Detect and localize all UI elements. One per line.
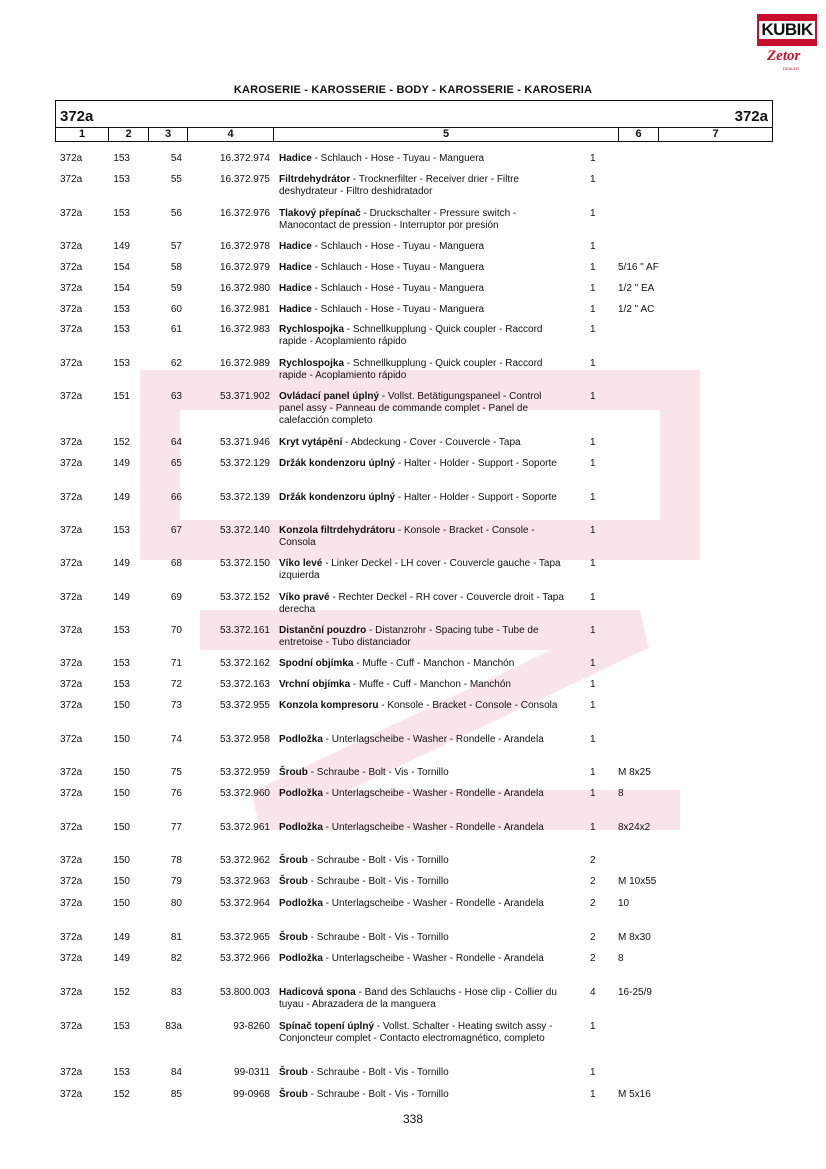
cell-section: 372a	[60, 876, 83, 887]
cell-position: 79	[170, 876, 182, 887]
part-translations: - Linker Deckel - LH cover - Couvercle gauche - Tapa izquierda	[279, 558, 561, 581]
cell-position: 68	[170, 558, 182, 569]
column-header-row	[56, 127, 772, 142]
cell-figure: 150	[113, 767, 130, 778]
cell-figure: 152	[113, 437, 130, 448]
cell-part-number: 53.372.959	[219, 767, 270, 778]
cell-description	[279, 283, 564, 295]
cell-section: 372a	[60, 898, 83, 909]
part-name-cz: Šroub	[279, 1067, 308, 1078]
cell-position: 80	[170, 898, 182, 909]
cell-position: 66	[170, 492, 182, 503]
cell-position: 61	[170, 324, 182, 335]
cell-section: 372a	[60, 679, 83, 690]
cell-quantity: 1	[590, 558, 596, 569]
cell-quantity: 1	[590, 1021, 596, 1032]
cell-description	[279, 592, 564, 616]
part-name-cz: Konzola kompresoru	[279, 700, 379, 711]
cell-description	[279, 558, 564, 582]
cell-quantity: 1	[590, 625, 596, 636]
cell-description	[279, 241, 564, 253]
cell-part-number: 16.372.980	[219, 283, 270, 294]
cell-part-number: 93-8260	[233, 1021, 270, 1032]
cell-note: 1/2 " AC	[618, 304, 655, 315]
cell-position: 82	[170, 953, 182, 964]
cell-description	[279, 679, 564, 691]
part-translations: - Muffe - Cuff - Manchon - Manchón	[353, 658, 515, 669]
cell-part-number: 53.372.962	[219, 855, 270, 866]
cell-position: 60	[170, 304, 182, 315]
cell-part-number: 53.372.965	[219, 932, 270, 943]
cell-position: 72	[170, 679, 182, 690]
part-translations: - Halter - Holder - Support - Soporte	[395, 492, 557, 503]
cell-part-number: 53.372.964	[219, 898, 270, 909]
cell-description	[279, 1067, 564, 1079]
cell-part-number: 53.371.946	[219, 437, 270, 448]
cell-position: 59	[170, 283, 182, 294]
cell-figure: 151	[113, 391, 130, 402]
cell-figure: 150	[113, 822, 130, 833]
cell-section: 372a	[60, 324, 83, 335]
cell-description	[279, 174, 564, 198]
cell-figure: 149	[113, 458, 130, 469]
part-translations: - Halter - Holder - Support - Soporte	[395, 458, 557, 469]
cell-part-number: 53.800.003	[219, 987, 270, 998]
page-title: KAROSERIE - KAROSSERIE - BODY - KAROSSERIE - KAROSERIA	[233, 84, 593, 96]
cell-description	[279, 208, 564, 232]
part-translations: - Konsole - Bracket - Console - Consola	[378, 700, 558, 711]
cell-part-number: 53.372.161	[219, 625, 270, 636]
cell-part-number: 53.372.139	[219, 492, 270, 503]
cell-description	[279, 658, 564, 670]
cell-quantity: 1	[590, 208, 596, 219]
part-name-cz: Šroub	[279, 855, 308, 866]
cell-position: 70	[170, 625, 182, 636]
cell-figure: 153	[113, 1021, 130, 1032]
part-translations: - Vollst. Schalter - Heating switch assy - Conjoncteur complet - Contacto electromagnético, completo	[279, 1021, 553, 1044]
section-number-right: 372a	[734, 108, 768, 125]
cell-part-number: 53.372.162	[219, 658, 270, 669]
cell-section: 372a	[60, 174, 83, 185]
cell-description	[279, 734, 564, 746]
part-translations: - Unterlagscheibe - Washer - Rondelle - Arandela	[322, 734, 544, 745]
cell-figure: 150	[113, 700, 130, 711]
cell-part-number: 53.372.163	[219, 679, 270, 690]
cell-quantity: 1	[590, 283, 596, 294]
cell-quantity: 2	[590, 953, 596, 964]
cell-figure: 149	[113, 492, 130, 503]
cell-position: 56	[170, 208, 182, 219]
cell-section: 372a	[60, 1021, 83, 1032]
cell-figure: 149	[113, 932, 130, 943]
cell-part-number: 16.372.989	[219, 358, 270, 369]
cell-section: 372a	[60, 987, 83, 998]
cell-part-number: 53.372.140	[219, 525, 270, 536]
cell-position: 69	[170, 592, 182, 603]
cell-section: 372a	[60, 788, 83, 799]
cell-part-number: 53.372.129	[219, 458, 270, 469]
cell-description	[279, 767, 564, 779]
cell-figure: 153	[113, 324, 130, 335]
cell-section: 372a	[60, 855, 83, 866]
cell-part-number: 53.372.955	[219, 700, 270, 711]
cell-position: 54	[170, 153, 182, 164]
cell-quantity: 1	[590, 304, 596, 315]
part-name-cz: Držák kondenzoru úplný	[279, 458, 396, 469]
cell-quantity: 4	[590, 987, 596, 998]
cell-section: 372a	[60, 700, 83, 711]
cell-figure: 152	[113, 987, 130, 998]
cell-note: M 10x55	[618, 876, 657, 887]
cell-quantity: 1	[590, 658, 596, 669]
cell-position: 58	[170, 262, 182, 273]
cell-section: 372a	[60, 625, 83, 636]
column-header-7: 7	[712, 128, 719, 140]
cell-part-number: 53.372.958	[219, 734, 270, 745]
part-name-cz: Hadice	[279, 262, 312, 273]
part-name-cz: Šroub	[279, 932, 308, 943]
cell-part-number: 53.372.961	[219, 822, 270, 833]
part-name-cz: Šroub	[279, 876, 308, 887]
cell-part-number: 99-0311	[234, 1067, 270, 1078]
section-number-left: 372a	[60, 108, 94, 125]
part-translations: - Trocknerfilter - Receiver drier - Filtre deshydrateur - Filtro deshidratador	[279, 174, 520, 197]
cell-figure: 150	[113, 788, 130, 799]
cell-position: 65	[170, 458, 182, 469]
part-name-cz: Spínač topení úplný	[279, 1021, 375, 1032]
part-translations: - Abdeckung - Cover - Couvercle - Tapa	[342, 437, 521, 448]
cell-figure: 153	[113, 208, 130, 219]
cell-part-number: 16.372.976	[219, 208, 270, 219]
kubik-zetor-logo	[757, 14, 817, 70]
part-translations: - Muffe - Cuff - Manchon - Manchón	[350, 679, 511, 690]
column-header-5: 5	[274, 128, 619, 142]
cell-quantity: 1	[590, 492, 596, 503]
cell-note: 10	[618, 898, 630, 909]
cell-description	[279, 953, 564, 965]
cell-section: 372a	[60, 283, 83, 294]
part-translations: - Schraube - Bolt - Vis - Tornillo	[307, 876, 449, 887]
cell-description	[279, 788, 564, 800]
cell-quantity: 1	[590, 458, 596, 469]
cell-section: 372a	[60, 525, 83, 536]
cell-section: 372a	[60, 358, 83, 369]
part-name-cz: Hadice	[279, 283, 312, 294]
cell-quantity: 1	[590, 734, 596, 745]
cell-description	[279, 1021, 564, 1045]
cell-quantity: 1	[590, 241, 596, 252]
part-name-cz: Šroub	[279, 767, 308, 778]
cell-quantity: 2	[590, 898, 596, 909]
cell-figure: 153	[113, 658, 130, 669]
cell-part-number: 16.372.974	[219, 153, 270, 164]
cell-figure: 150	[113, 876, 130, 887]
cell-section: 372a	[60, 734, 83, 745]
cell-section: 372a	[60, 592, 83, 603]
column-header-1: 1	[56, 128, 109, 142]
table-header	[55, 100, 773, 142]
cell-part-number: 16.372.978	[219, 241, 270, 252]
column-header-4: 4	[188, 128, 274, 142]
part-name-cz: Podložka	[279, 953, 323, 964]
cell-description	[279, 458, 564, 470]
cell-section: 372a	[60, 492, 83, 503]
cell-quantity: 1	[590, 700, 596, 711]
cell-part-number: 16.372.981	[219, 304, 270, 315]
part-name-cz: Hadicová spona	[279, 987, 356, 998]
cell-quantity: 2	[590, 876, 596, 887]
cell-description	[279, 437, 564, 449]
cell-figure: 149	[113, 241, 130, 252]
cell-description	[279, 324, 564, 348]
cell-description	[279, 700, 564, 712]
cell-position: 76	[170, 788, 182, 799]
cell-quantity: 1	[590, 358, 596, 369]
part-name-cz: Podložka	[279, 822, 323, 833]
part-translations: - Schlauch - Hose - Tuyau - Manguera	[311, 262, 485, 273]
part-translations: - Rechter Deckel - RH cover - Couvercle droit - Tapa derecha	[279, 592, 564, 615]
part-name-cz: Distanční pouzdro	[279, 625, 367, 636]
cell-description	[279, 525, 564, 549]
cell-position: 84	[170, 1067, 182, 1078]
part-name-cz: Víko levé	[279, 558, 323, 569]
part-translations: - Schnellkupplung - Quick coupler - Raccord rapide - Acoplamiento rápido	[279, 324, 543, 347]
part-translations: - Konsole - Bracket - Console - Consola	[279, 525, 535, 548]
cell-position: 77	[170, 822, 182, 833]
part-name-cz: Víko pravé	[279, 592, 330, 603]
cell-position: 62	[170, 358, 182, 369]
cell-section: 372a	[60, 437, 83, 448]
part-name-cz: Držák kondenzoru úplný	[279, 492, 396, 503]
cell-figure: 150	[113, 898, 130, 909]
column-header-2: 2	[109, 128, 149, 142]
cell-description	[279, 153, 564, 165]
cell-part-number: 16.372.983	[219, 324, 270, 335]
part-translations: - Schnellkupplung - Quick coupler - Raccord rapide - Acoplamiento rápido	[279, 358, 543, 381]
kubik-logo-mark: KUBIK	[757, 14, 817, 46]
cell-quantity: 1	[590, 324, 596, 335]
cell-figure: 153	[113, 1067, 130, 1078]
cell-part-number: 53.371.902	[219, 391, 270, 402]
cell-quantity: 1	[590, 822, 596, 833]
part-name-cz: Filtrdehydrátor	[279, 174, 351, 185]
part-name-cz: Podložka	[279, 898, 323, 909]
cell-position: 64	[170, 437, 182, 448]
cell-quantity: 1	[590, 437, 596, 448]
cell-section: 372a	[60, 458, 83, 469]
cell-note: 16-25/9	[618, 987, 652, 998]
cell-section: 372a	[60, 304, 83, 315]
cell-note: 5/16 " AF	[618, 262, 659, 273]
cell-figure: 154	[113, 262, 130, 273]
cell-position: 73	[170, 700, 182, 711]
cell-quantity: 1	[590, 679, 596, 690]
cell-quantity: 1	[590, 1067, 596, 1078]
part-translations: - Unterlagscheibe - Washer - Rondelle - Arandela	[322, 898, 544, 909]
part-translations: - Unterlagscheibe - Washer - Rondelle - Arandela	[322, 822, 544, 833]
cell-part-number: 53.372.152	[219, 592, 270, 603]
part-name-cz: Kryt vytápění	[279, 437, 343, 448]
cell-quantity: 1	[590, 391, 596, 402]
cell-description	[279, 391, 564, 427]
cell-quantity: 1	[590, 525, 596, 536]
cell-section: 372a	[60, 241, 83, 252]
cell-description	[279, 1089, 564, 1101]
part-translations: - Unterlagscheibe - Washer - Rondelle - Arandela	[322, 788, 544, 799]
cell-quantity: 1	[590, 767, 596, 778]
cell-quantity: 1	[590, 788, 596, 799]
part-translations: - Schraube - Bolt - Vis - Tornillo	[307, 1089, 449, 1100]
cell-position: 78	[170, 855, 182, 866]
cell-position: 74	[170, 734, 182, 745]
cell-part-number: 53.372.960	[219, 788, 270, 799]
cell-section: 372a	[60, 953, 83, 964]
cell-section: 372a	[60, 658, 83, 669]
cell-section: 372a	[60, 1067, 83, 1078]
cell-section: 372a	[60, 208, 83, 219]
part-translations: - Schraube - Bolt - Vis - Tornillo	[307, 932, 449, 943]
cell-description	[279, 262, 564, 274]
column-header-3: 3	[149, 128, 188, 142]
cell-position: 55	[170, 174, 182, 185]
part-translations: - Band des Schlauchs - Hose clip - Collier du tuyau - Abrazadera de la manguera	[279, 987, 557, 1010]
cell-figure: 153	[113, 174, 130, 185]
cell-part-number: 53.372.150	[219, 558, 270, 569]
cell-note: M 8x30	[618, 932, 651, 943]
cell-position: 71	[170, 658, 182, 669]
cell-part-number: 53.372.963	[219, 876, 270, 887]
cell-quantity: 1	[590, 262, 596, 273]
part-name-cz: Vrchní objímka	[279, 679, 351, 690]
part-name-cz: Ovládací panel úplný	[279, 391, 380, 402]
cell-figure: 153	[113, 525, 130, 536]
part-name-cz: Konzola filtrdehydrátoru	[279, 525, 396, 536]
cell-description	[279, 932, 564, 944]
cell-description	[279, 304, 564, 316]
cell-quantity: 2	[590, 855, 596, 866]
cell-section: 372a	[60, 822, 83, 833]
part-translations: - Schlauch - Hose - Tuyau - Manguera	[311, 283, 485, 294]
cell-part-number: 99-0968	[233, 1089, 270, 1100]
cell-position: 57	[170, 241, 182, 252]
part-translations: - Schraube - Bolt - Vis - Tornillo	[307, 1067, 449, 1078]
part-name-cz: Hadice	[279, 241, 312, 252]
cell-section: 372a	[60, 767, 83, 778]
cell-quantity: 1	[590, 174, 596, 185]
part-translations: - Distanzrohr - Spacing tube - Tube de entretoise - Tubo distanciador	[279, 625, 539, 648]
cell-figure: 149	[113, 953, 130, 964]
cell-position: 67	[170, 525, 182, 536]
cell-note: M 8x25	[618, 767, 651, 778]
cell-note: 1/2 " EA	[618, 283, 655, 294]
cell-section: 372a	[60, 558, 83, 569]
cell-position: 75	[170, 767, 182, 778]
cell-figure: 150	[113, 855, 130, 866]
zetor-logo-text: Zetor	[767, 48, 801, 64]
cell-part-number: 53.372.966	[219, 953, 270, 964]
cell-quantity: 2	[590, 932, 596, 943]
cell-description	[279, 987, 564, 1011]
cell-quantity: 1	[590, 153, 596, 164]
cell-figure: 150	[113, 734, 130, 745]
cell-figure: 152	[113, 1089, 130, 1100]
cell-note: 8	[618, 953, 624, 964]
cell-position: 63	[170, 391, 182, 402]
part-name-cz: Rychlospojka	[279, 324, 345, 335]
cell-figure: 149	[113, 592, 130, 603]
cell-section: 372a	[60, 391, 83, 402]
part-translations: - Unterlagscheibe - Washer - Rondelle - Arandela	[322, 953, 544, 964]
cell-description	[279, 358, 564, 382]
cell-section: 372a	[60, 1089, 83, 1100]
cell-note: 8x24x2	[618, 822, 651, 833]
part-name-cz: Šroub	[279, 1089, 308, 1100]
cell-description	[279, 898, 564, 910]
cell-section: 372a	[60, 932, 83, 943]
cell-part-number: 16.372.979	[219, 262, 270, 273]
cell-position: 85	[170, 1089, 182, 1100]
cell-figure: 153	[113, 679, 130, 690]
cell-section: 372a	[60, 262, 83, 273]
cell-quantity: 1	[590, 592, 596, 603]
part-translations: - Druckschalter - Pressure switch - Manocontact de pression - Interruptor por presión	[279, 208, 517, 231]
dealer-logo-text: DEALER	[783, 66, 800, 71]
part-translations: - Schlauch - Hose - Tuyau - Manguera	[311, 153, 485, 164]
cell-note: M 5x16	[618, 1089, 651, 1100]
cell-figure: 153	[113, 625, 130, 636]
cell-quantity: 1	[590, 1089, 596, 1100]
part-translations: - Vollst. Betätigungspaneel - Control panel assy - Panneau de commande complet - Panel de calefacción completo	[279, 391, 542, 426]
part-translations: - Schlauch - Hose - Tuyau - Manguera	[311, 304, 485, 315]
cell-part-number: 16.372.975	[219, 174, 270, 185]
part-name-cz: Tlakový přepínač	[279, 208, 361, 219]
cell-figure: 153	[113, 358, 130, 369]
cell-note: 8	[618, 788, 624, 799]
part-translations: - Schraube - Bolt - Vis - Tornillo	[307, 855, 449, 866]
cell-description	[279, 876, 564, 888]
cell-figure: 153	[113, 304, 130, 315]
cell-figure: 154	[113, 283, 130, 294]
cell-position: 83	[170, 987, 182, 998]
cell-figure: 149	[113, 558, 130, 569]
part-name-cz: Podložka	[279, 734, 323, 745]
cell-section: 372a	[60, 153, 83, 164]
part-name-cz: Hadice	[279, 153, 312, 164]
part-translations: - Schlauch - Hose - Tuyau - Manguera	[311, 241, 485, 252]
page-number: 338	[402, 1112, 424, 1126]
cell-figure: 153	[113, 153, 130, 164]
part-translations: - Schraube - Bolt - Vis - Tornillo	[307, 767, 449, 778]
part-name-cz: Podložka	[279, 788, 323, 799]
column-header-6: 6	[619, 128, 659, 142]
cell-description	[279, 492, 564, 504]
cell-position: 83a	[165, 1021, 182, 1032]
part-name-cz: Hadice	[279, 304, 312, 315]
part-name-cz: Rychlospojka	[279, 358, 345, 369]
part-name-cz: Spodní objímka	[279, 658, 354, 669]
cell-description	[279, 822, 564, 834]
cell-position: 81	[170, 932, 182, 943]
cell-description	[279, 625, 564, 649]
cell-description	[279, 855, 564, 867]
